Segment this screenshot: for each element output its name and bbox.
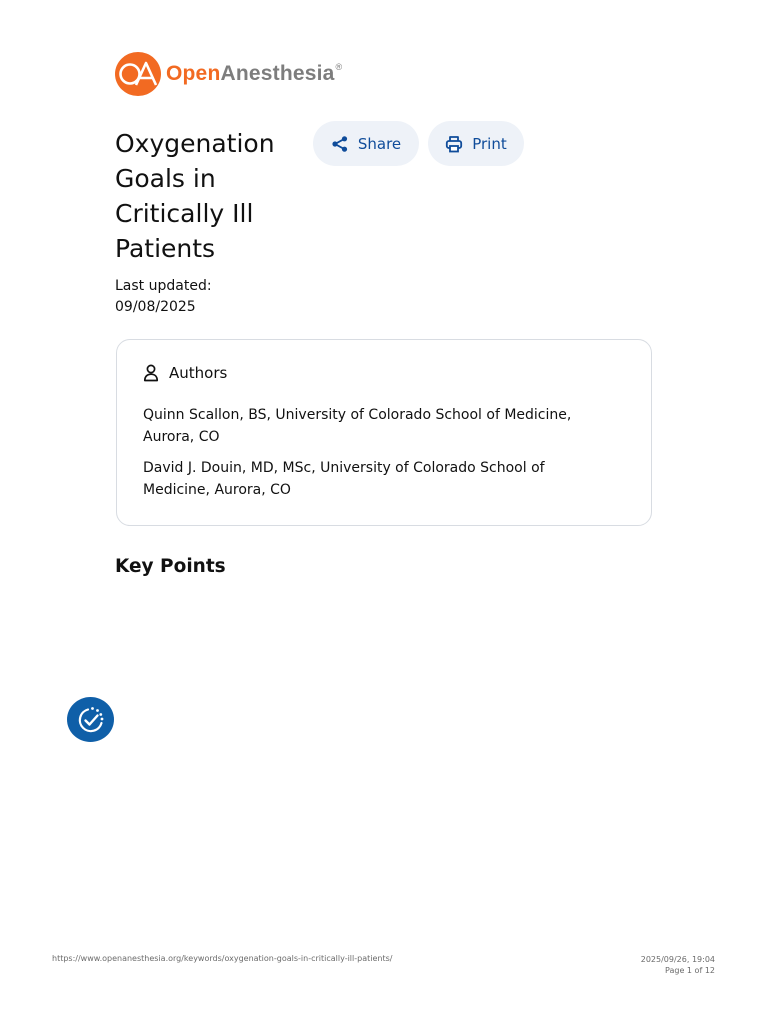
logo-word-open: Open	[166, 62, 221, 85]
share-button[interactable]	[313, 121, 419, 166]
share-label: Share	[357, 134, 402, 153]
logo-word-anesthesia: Anesthesia	[220, 62, 335, 85]
key-points-heading: Key Points	[115, 556, 226, 577]
page-title: Oxygenation Goals in Critically Ill Patients	[115, 129, 275, 263]
accessibility-button[interactable]	[67, 697, 114, 742]
footer-page-number: Page 1 of 12	[665, 966, 715, 975]
oa-logo-icon	[115, 52, 161, 96]
footer-timestamp: 2025/09/26, 19:04	[640, 955, 715, 964]
last-updated	[115, 276, 212, 318]
registered-mark: ®	[335, 62, 343, 72]
authors-heading-label: Authors	[169, 364, 228, 382]
footer-meta	[641, 954, 715, 976]
accessibility-check-icon	[75, 704, 107, 736]
last-updated-label: Last updated:	[115, 278, 212, 294]
logo-wordmark	[166, 62, 342, 86]
author-entry: David J. Douin, MD, MSc, University of Colorado School of Medicine, Aurora, CO	[143, 460, 545, 498]
share-icon	[331, 135, 349, 153]
footer-url: https://www.openanesthesia.org/keywords/oxygenation-goals-in-critically-ill-patients/	[52, 954, 393, 963]
print-button[interactable]	[428, 121, 524, 166]
authors-card	[116, 339, 652, 526]
author-entry: Quinn Scallon, BS, University of Colorado School of Medicine, Aurora, CO	[143, 407, 572, 445]
authors-heading	[143, 364, 227, 382]
printer-icon	[445, 135, 463, 153]
user-icon	[143, 364, 159, 382]
print-label: Print	[472, 134, 507, 153]
site-logo[interactable]	[115, 52, 342, 96]
last-updated-date: 09/08/2025	[115, 299, 196, 315]
